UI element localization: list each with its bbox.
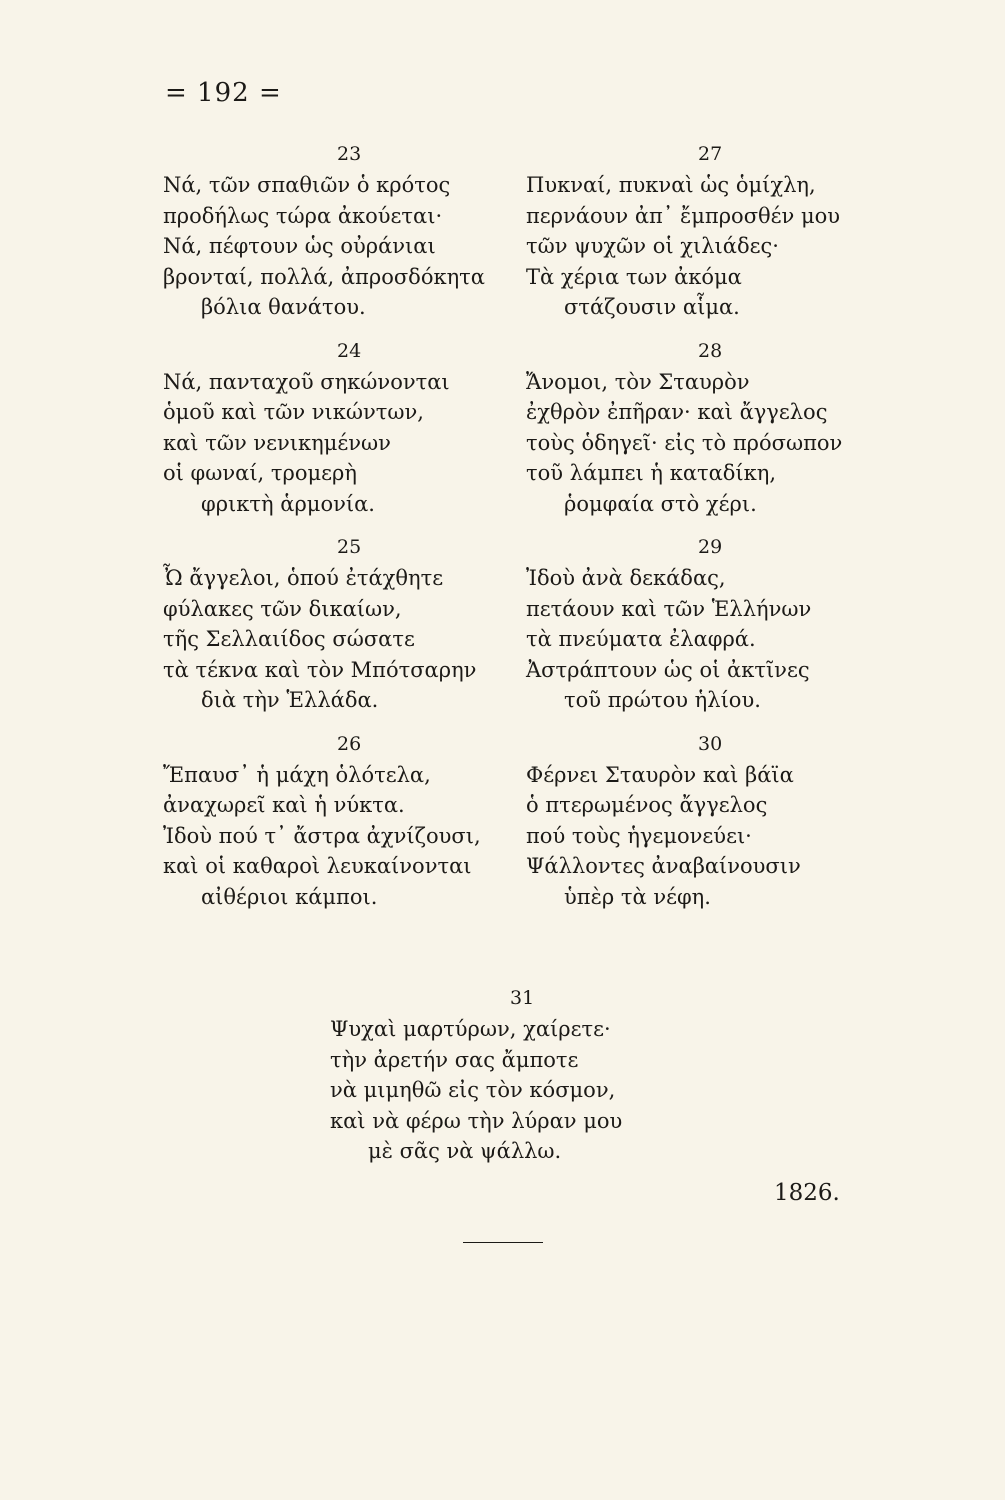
stanza-25	[163, 531, 503, 716]
stanza-26	[163, 728, 503, 913]
stanza-31	[330, 982, 710, 1167]
verse-line: τὰ πνεύματα ἐλαφρά.	[526, 627, 756, 651]
verse-line: στάζουσιν αἷμα.	[564, 295, 740, 319]
verse-line: οἱ φωναί, τρομερὴ	[163, 461, 357, 485]
year-signature: 1826.	[774, 1180, 840, 1206]
left-column	[163, 138, 503, 912]
verse-line: ὁμοῦ καὶ τῶν νικώντων,	[163, 400, 424, 424]
stanza-number: 30	[698, 732, 723, 755]
closing-rule	[463, 1242, 543, 1243]
verse-line: Πυκναί, πυκναὶ ὡς ὁμίχλη,	[526, 173, 816, 197]
verse-line: Ψυχαὶ μαρτύρων, χαίρετε·	[330, 1017, 611, 1041]
stanza-28	[526, 335, 886, 520]
verse-line: Ὦ ἄγγελοι, ὁπού ἐτάχθητε	[163, 566, 444, 590]
verse-line: καὶ οἱ καθαροὶ λευκαίνονται	[163, 854, 472, 878]
verse-line: Ἰδοὺ πού τ᾽ ἄστρα ἀχνίζουσι,	[163, 823, 481, 848]
verse-line: ἐχθρὸν ἐπῆραν· καὶ ἄγγελος	[526, 400, 828, 424]
verse-line: τῶν ψυχῶν οἱ χιλιάδες·	[526, 234, 779, 258]
verse-line: φύλακες τῶν δικαίων,	[163, 596, 402, 621]
verse-line: τοῦ πρώτου ἡλίου.	[564, 688, 761, 712]
right-column	[526, 138, 886, 912]
verse-line: ῥομφαία στὸ χέρι.	[564, 491, 757, 516]
verse-line: τὴν ἀρετήν σας ἄμποτε	[330, 1047, 579, 1072]
verse-line: Νά, πέφτουν ὡς οὐράνιαι	[163, 234, 436, 258]
stanza-number: 28	[698, 339, 723, 362]
stanza-24	[163, 335, 503, 520]
verse-line: τῆς Σελλαιίδος σώσατε	[163, 627, 415, 651]
verse-line: βρονταί, πολλά, ἀπροσδόκητα	[163, 264, 485, 289]
verse-line: Ἄνομοι, τὸν Σταυρὸν	[526, 369, 750, 394]
verse-line: νὰ μιμηθῶ εἰς τὸν κόσμον,	[330, 1078, 616, 1102]
verse-line: Νά, τῶν σπαθιῶν ὁ κρότος	[163, 173, 451, 197]
verse-line: καὶ νὰ φέρω τὴν λύραν μου	[330, 1108, 623, 1133]
stanza-29	[526, 531, 886, 716]
verse-line: ὑπὲρ τὰ νέφη.	[564, 884, 711, 909]
stanza-number: 29	[698, 536, 723, 558]
stanza-number: 23	[337, 143, 362, 165]
verse-line: Ἰδοὺ ἀνὰ δεκάδας,	[526, 566, 726, 590]
verse-line: προδήλως τώρα ἀκούεται·	[163, 203, 443, 228]
verse-line: καὶ τῶν νενικημένων	[163, 430, 391, 455]
verse-line: Τὰ χέρια των ἀκόμα	[526, 264, 742, 289]
verse-line: διὰ τὴν Ἑλλάδα.	[201, 688, 379, 712]
stanza-27	[526, 138, 886, 323]
stanza-number: 26	[337, 732, 362, 755]
verse-line: πού τοὺς ἡγεμονεύει·	[526, 823, 752, 848]
verse-line: Ἔπαυσ᾽ ἡ μάχη ὁλότελα,	[163, 762, 431, 787]
stanza-30	[526, 728, 886, 913]
stanza-number: 25	[337, 536, 362, 558]
verse-line: Νά, πανταχοῦ σηκώνονται	[163, 369, 450, 394]
verse-line: πετάουν καὶ τῶν Ἑλλήνων	[526, 596, 812, 621]
verse-line: Φέρνει Σταυρὸν καὶ βάϊα	[526, 762, 794, 787]
page-number: = 192 =	[165, 78, 282, 108]
verse-line: ὁ πτερωμένος ἄγγελος	[526, 793, 768, 817]
verse-line: Ψάλλοντες ἀναβαίνουσιν	[526, 854, 801, 878]
verse-line: φρικτὴ ἁρμονία.	[201, 491, 375, 516]
stanza-number: 27	[698, 143, 723, 165]
verse-line: αἰθέριοι κάμποι.	[201, 884, 378, 909]
verse-line: τοῦ λάμπει ἡ καταδίκη,	[526, 461, 777, 485]
verse-line: ἀναχωρεῖ καὶ ἡ νύκτα.	[163, 793, 405, 817]
verse-line: μὲ σᾶς νὰ ψάλλω.	[368, 1139, 562, 1163]
verse-line: τὰ τέκνα καὶ τὸν Μπότσαρην	[163, 657, 477, 682]
stanza-number: 31	[510, 987, 535, 1009]
stanza-number: 24	[337, 339, 362, 362]
verse-line: βόλια θανάτου.	[201, 295, 366, 319]
verse-line: Ἀστράπτουν ὡς οἱ ἀκτῖνες	[526, 657, 810, 682]
verse-line: τοὺς ὁδηγεῖ· εἰς τὸ πρόσωπον	[526, 430, 843, 455]
stanza-23	[163, 138, 503, 323]
verse-line: περνάουν ἀπ᾽ ἔμπροσθέν μου	[526, 203, 841, 228]
